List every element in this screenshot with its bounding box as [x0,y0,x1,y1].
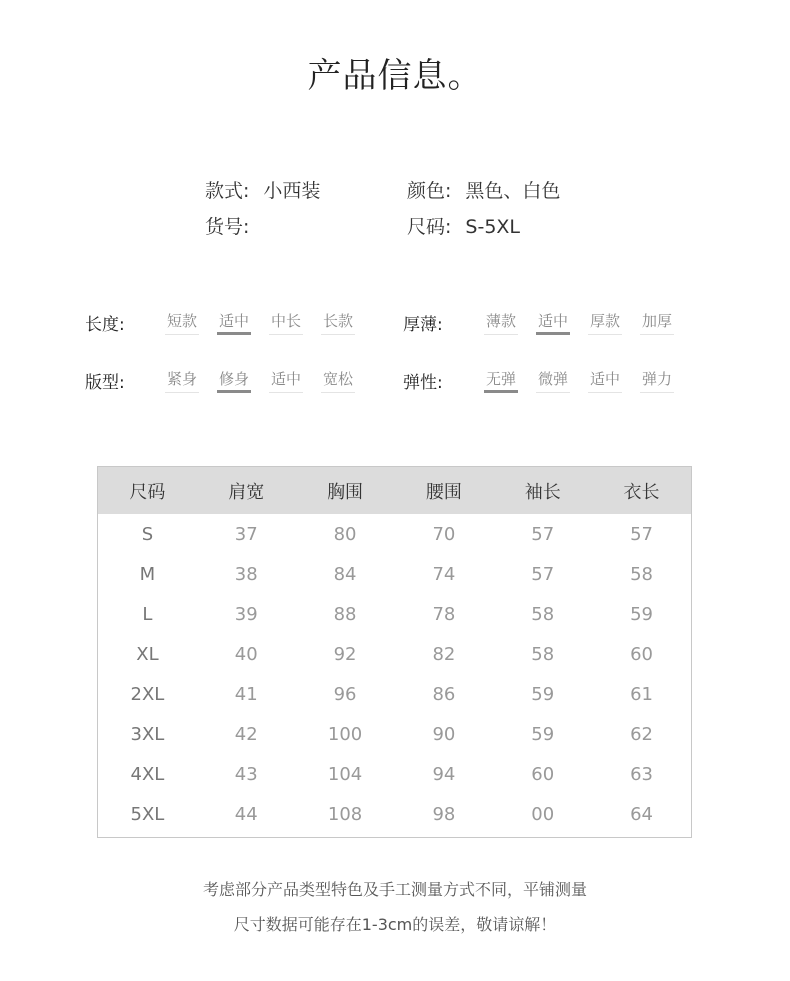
table-row [98,514,691,554]
table-cell: 42 [234,723,258,745]
table-cell: M [139,563,156,585]
table-cell: 70 [432,523,456,545]
fit-options [165,368,355,393]
table-cell: 00 [531,803,555,825]
table-header-cell: 肩宽 [228,481,265,503]
table-cell: 3XL [130,723,165,745]
note-line-2: 尺寸数据可能存在1-3cm的误差，敬请谅解！ [233,915,557,934]
table-cell: 64 [630,803,653,825]
table-cell: 58 [630,563,653,585]
table-header-cell: 腰围 [425,481,462,503]
table-row [98,554,691,594]
elasticity-option: 弹力 [640,368,674,393]
table-cell: 98 [432,803,456,825]
table-cell: 58 [531,603,555,625]
table-cell: 108 [327,803,363,825]
table-cell: 63 [630,763,653,785]
length-option: 长款 [321,310,355,335]
table-cell: 86 [432,683,456,705]
table-cell: 4XL [130,763,165,785]
fit-option: 宽松 [321,368,355,393]
table-cell: 38 [234,563,258,585]
fit-option: 紧身 [165,368,199,393]
info-color [407,176,560,203]
style-value: 小西装 [263,180,321,202]
length-option: 适中 [217,310,251,335]
table-row [98,714,691,754]
size-table [97,466,692,838]
elasticity-option: 适中 [588,368,622,393]
table-cell: 60 [531,763,555,785]
elasticity-options [484,368,674,393]
table-cell: 58 [531,643,555,665]
info-item-number [205,212,263,239]
fit-option: 适中 [269,368,303,393]
table-row [98,754,691,794]
thickness-option: 加厚 [640,310,674,335]
item-number-label: 货号: [205,216,250,238]
color-value: 黑色、白色 [465,180,561,202]
table-cell: 57 [531,563,555,585]
table-row [98,674,691,714]
thickness-option: 厚款 [588,310,622,335]
table-header-cell: 衣长 [623,481,660,503]
length-options [165,310,355,335]
table-cell: 59 [531,683,555,705]
thickness-options [484,310,674,335]
table-cell: 37 [234,523,258,545]
table-cell: 104 [327,763,363,785]
table-cell: 43 [234,763,258,785]
fit-option: 修身 [217,368,251,393]
table-cell: 61 [630,683,653,705]
length-label: 长度: [85,315,125,335]
table-cell: 62 [630,723,653,745]
style-label: 款式: [205,180,250,202]
table-cell: 40 [234,643,258,665]
table-cell: XL [136,643,159,665]
table-cell: 59 [630,603,653,625]
table-cell: 57 [531,523,555,545]
elasticity-option: 无弹 [484,368,518,393]
table-row [98,594,691,634]
table-cell: 100 [327,723,363,745]
fit-label: 版型: [85,373,125,393]
page-title: 产品信息。 [307,56,483,96]
thickness-label: 厚薄: [403,315,443,335]
table-row [98,634,691,674]
table-cell: 78 [432,603,456,625]
note-line-1: 考虑部分产品类型特色及手工测量方式不同，平铺测量 [202,880,587,899]
size-value: S-5XL [465,216,521,238]
table-header-cell: 胸围 [327,481,364,503]
table-cell: 84 [333,563,357,585]
table-cell: 2XL [130,683,165,705]
table-cell: 41 [234,683,258,705]
table-header-cell: 袖长 [524,481,561,503]
table-cell: L [142,603,153,625]
table-cell: 80 [333,523,357,545]
table-cell: 44 [234,803,258,825]
table-cell: 90 [432,723,456,745]
length-option: 短款 [165,310,199,335]
table-cell: S [141,523,154,545]
table-row [98,794,691,834]
info-size [407,212,520,239]
info-style [205,176,320,203]
table-cell: 5XL [130,803,165,825]
table-cell: 82 [432,643,456,665]
thickness-option: 适中 [536,310,570,335]
elasticity-label: 弹性: [403,373,443,393]
table-cell: 96 [333,683,357,705]
size-table-header [98,467,691,514]
table-cell: 94 [432,763,456,785]
color-label: 颜色: [407,180,452,202]
table-cell: 60 [630,643,653,665]
table-header-cell: 尺码 [129,481,166,503]
table-cell: 74 [432,563,456,585]
table-cell: 57 [630,523,653,545]
size-table-body [98,514,691,834]
size-label: 尺码: [407,216,452,238]
table-cell: 59 [531,723,555,745]
table-cell: 39 [234,603,258,625]
thickness-option: 薄款 [484,310,518,335]
elasticity-option: 微弹 [536,368,570,393]
table-cell: 92 [333,643,357,665]
table-cell: 88 [333,603,357,625]
length-option: 中长 [269,310,303,335]
